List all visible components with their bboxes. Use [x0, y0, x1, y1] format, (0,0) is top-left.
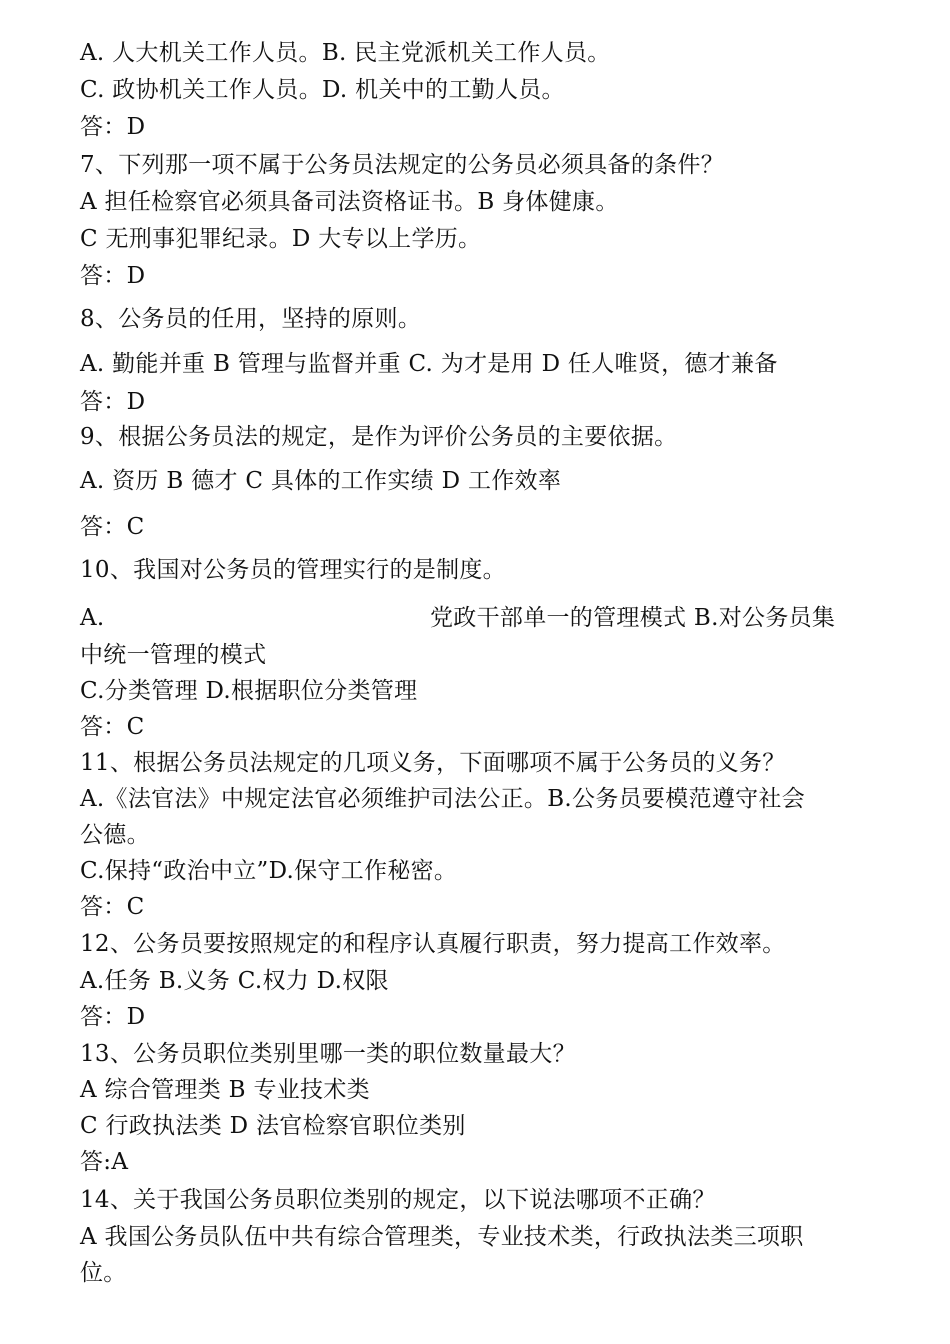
question-14: 14、关于我国公务员职位类别的规定，以下说法哪项不正确？	[80, 1187, 716, 1213]
answer-line: 答：D	[80, 263, 146, 289]
option-line: A. 人大机关工作人员。B. 民主党派机关工作人员。	[80, 40, 611, 66]
option-line: A 我国公务员队伍中共有综合管理类，专业技术类，行政执法类三项职	[80, 1224, 804, 1250]
answer-line: 答:A	[80, 1149, 129, 1175]
option-line: A. 资历 B 德才 C 具体的工作实绩 D 工作效率	[80, 468, 562, 494]
option-line: A.《法官法》中规定法官必须维护司法公正。B.公务员要模范遵守社会	[80, 786, 806, 812]
answer-line: 答：C	[80, 714, 145, 740]
option-line: C 无刑事犯罪纪录。D 大专以上学历。	[80, 226, 482, 252]
option-line: C.分类管理 D.根据职位分类管理	[80, 678, 418, 704]
option-line: A 综合管理类 B 专业技术类	[80, 1077, 370, 1103]
option-line: C. 政协机关工作人员。D. 机关中的工勤人员。	[80, 77, 565, 103]
question-7: 7、下列那一项不属于公务员法规定的公务员必须具备的条件？	[80, 152, 725, 178]
option-line: C.保持“政治中立”D.保守工作秘密。	[80, 858, 458, 884]
answer-line: 答：C	[80, 514, 145, 540]
option-line	[80, 603, 870, 633]
option-line: 公德。	[80, 822, 150, 848]
answer-line: 答：D	[80, 389, 146, 415]
option-line: 位。	[80, 1260, 127, 1286]
question-9: 9、根据公务员法的规定，是作为评价公务员的主要依据。	[80, 424, 678, 450]
option-line: C 行政执法类 D 法官检察官职位类别	[80, 1113, 466, 1139]
answer-line: 答：D	[80, 1004, 146, 1030]
option-a-label: A.	[80, 605, 105, 631]
question-10: 10、我国对公务员的管理实行的是制度。	[80, 557, 506, 583]
option-text: 党政干部单一的管理模式 B.对公务员集	[430, 605, 836, 631]
question-13: 13、公务员职位类别里哪一类的职位数量最大？	[80, 1041, 576, 1067]
option-line: A 担任检察官必须具备司法资格证书。B 身体健康。	[80, 189, 619, 215]
option-line: A.任务 B.义务 C.权力 D.权限	[80, 968, 389, 994]
question-8: 8、公务员的任用，坚持的原则。	[80, 306, 422, 332]
question-11: 11、根据公务员法规定的几项义务，下面哪项不属于公务员的义务？	[80, 750, 786, 776]
answer-line: 答：C	[80, 894, 145, 920]
option-line: 中统一管理的模式	[80, 642, 267, 668]
option-line: A. 勤能并重 B 管理与监督并重 C. 为才是用 D 任人唯贤，德才兼备	[80, 351, 778, 377]
answer-line: 答：D	[80, 114, 146, 140]
question-12: 12、公务员要按照规定的和程序认真履行职责，努力提高工作效率。	[80, 931, 786, 957]
